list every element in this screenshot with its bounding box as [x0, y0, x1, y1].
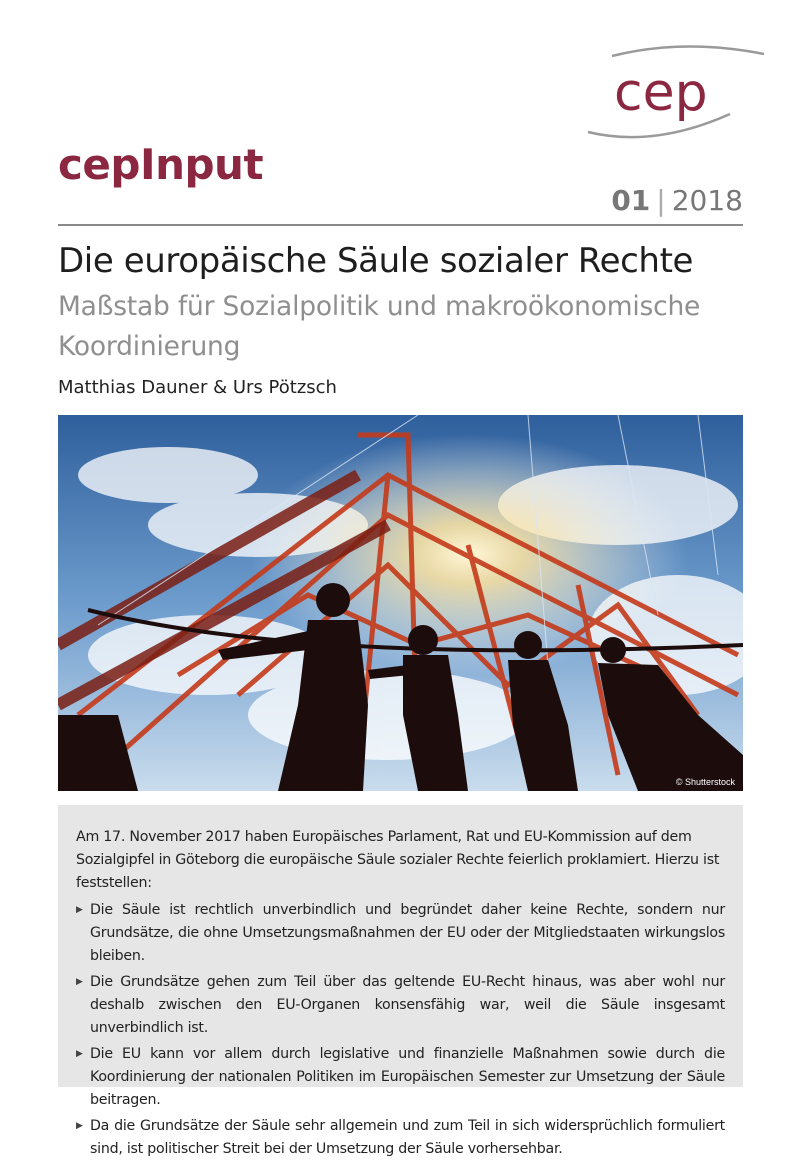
- issue-year: 2018: [671, 184, 743, 217]
- summary-bullet-list: [76, 899, 725, 1161]
- logo-swoosh: [584, 44, 768, 144]
- summary-box: [58, 805, 743, 1157]
- publication-brand: [58, 140, 263, 190]
- issue-num: 01: [611, 184, 651, 217]
- summary-bullet: ▶ Die EU kann vor allem durch legislative und finanzielle Maßnahmen sowie durch die Koordinierung der nationalen Politiken im Europäischen Semester zur Umsetzung der Säule beitragen.: [76, 1043, 725, 1112]
- photo-credit: © Shutterstock: [675, 777, 735, 787]
- page-subtitle: Maßstab für Sozialpolitik und makroökonomische Koordinierung: [58, 291, 701, 362]
- page-title: Die europäische Säule sozialer Rechte: [58, 241, 694, 281]
- cep-logo: [584, 44, 768, 144]
- header-divider: [58, 224, 743, 226]
- authors: Matthias Dauner & Urs Pötzsch: [58, 377, 337, 398]
- brand-suffix: Input: [139, 140, 264, 189]
- summary-intro: Am 17. November 2017 haben Europäisches Parlament, Rat und EU-Kommission auf dem Sozialgipfel in Göteborg die europäische Säule sozialer Rechte feierlich proklamiert. Hierzu ist feststellen:: [76, 829, 720, 891]
- brand-prefix: cep: [58, 140, 140, 189]
- issue-number: [611, 184, 743, 218]
- summary-bullet: ▶ Die Grundsätze gehen zum Teil über das geltende EU-Recht hinaus, was aber wohl nur deshalb zwischen den EU-Organen konsensfähig war, weil die Säule insgesamt unverbindlich ist.: [76, 971, 725, 1040]
- cover-photo: [58, 415, 743, 791]
- summary-bullet: ▶ Da die Grundsätze der Säule sehr allgemein und zum Teil in sich widersprüchlich formuliert sind, ist politischer Streit bei der Umsetzung der Säule vorhersehbar.: [76, 1115, 725, 1161]
- summary-bullet: ▶ Die Säule ist rechtlich unverbindlich und begründet daher keine Rechte, sondern nur Grundsätze, die ohne Umsetzungsmaßnahmen der EU oder der Mitgliedstaaten wirkungslos bleiben.: [76, 899, 725, 968]
- logo-text: cep: [614, 63, 708, 123]
- issue-separator: |: [656, 184, 666, 217]
